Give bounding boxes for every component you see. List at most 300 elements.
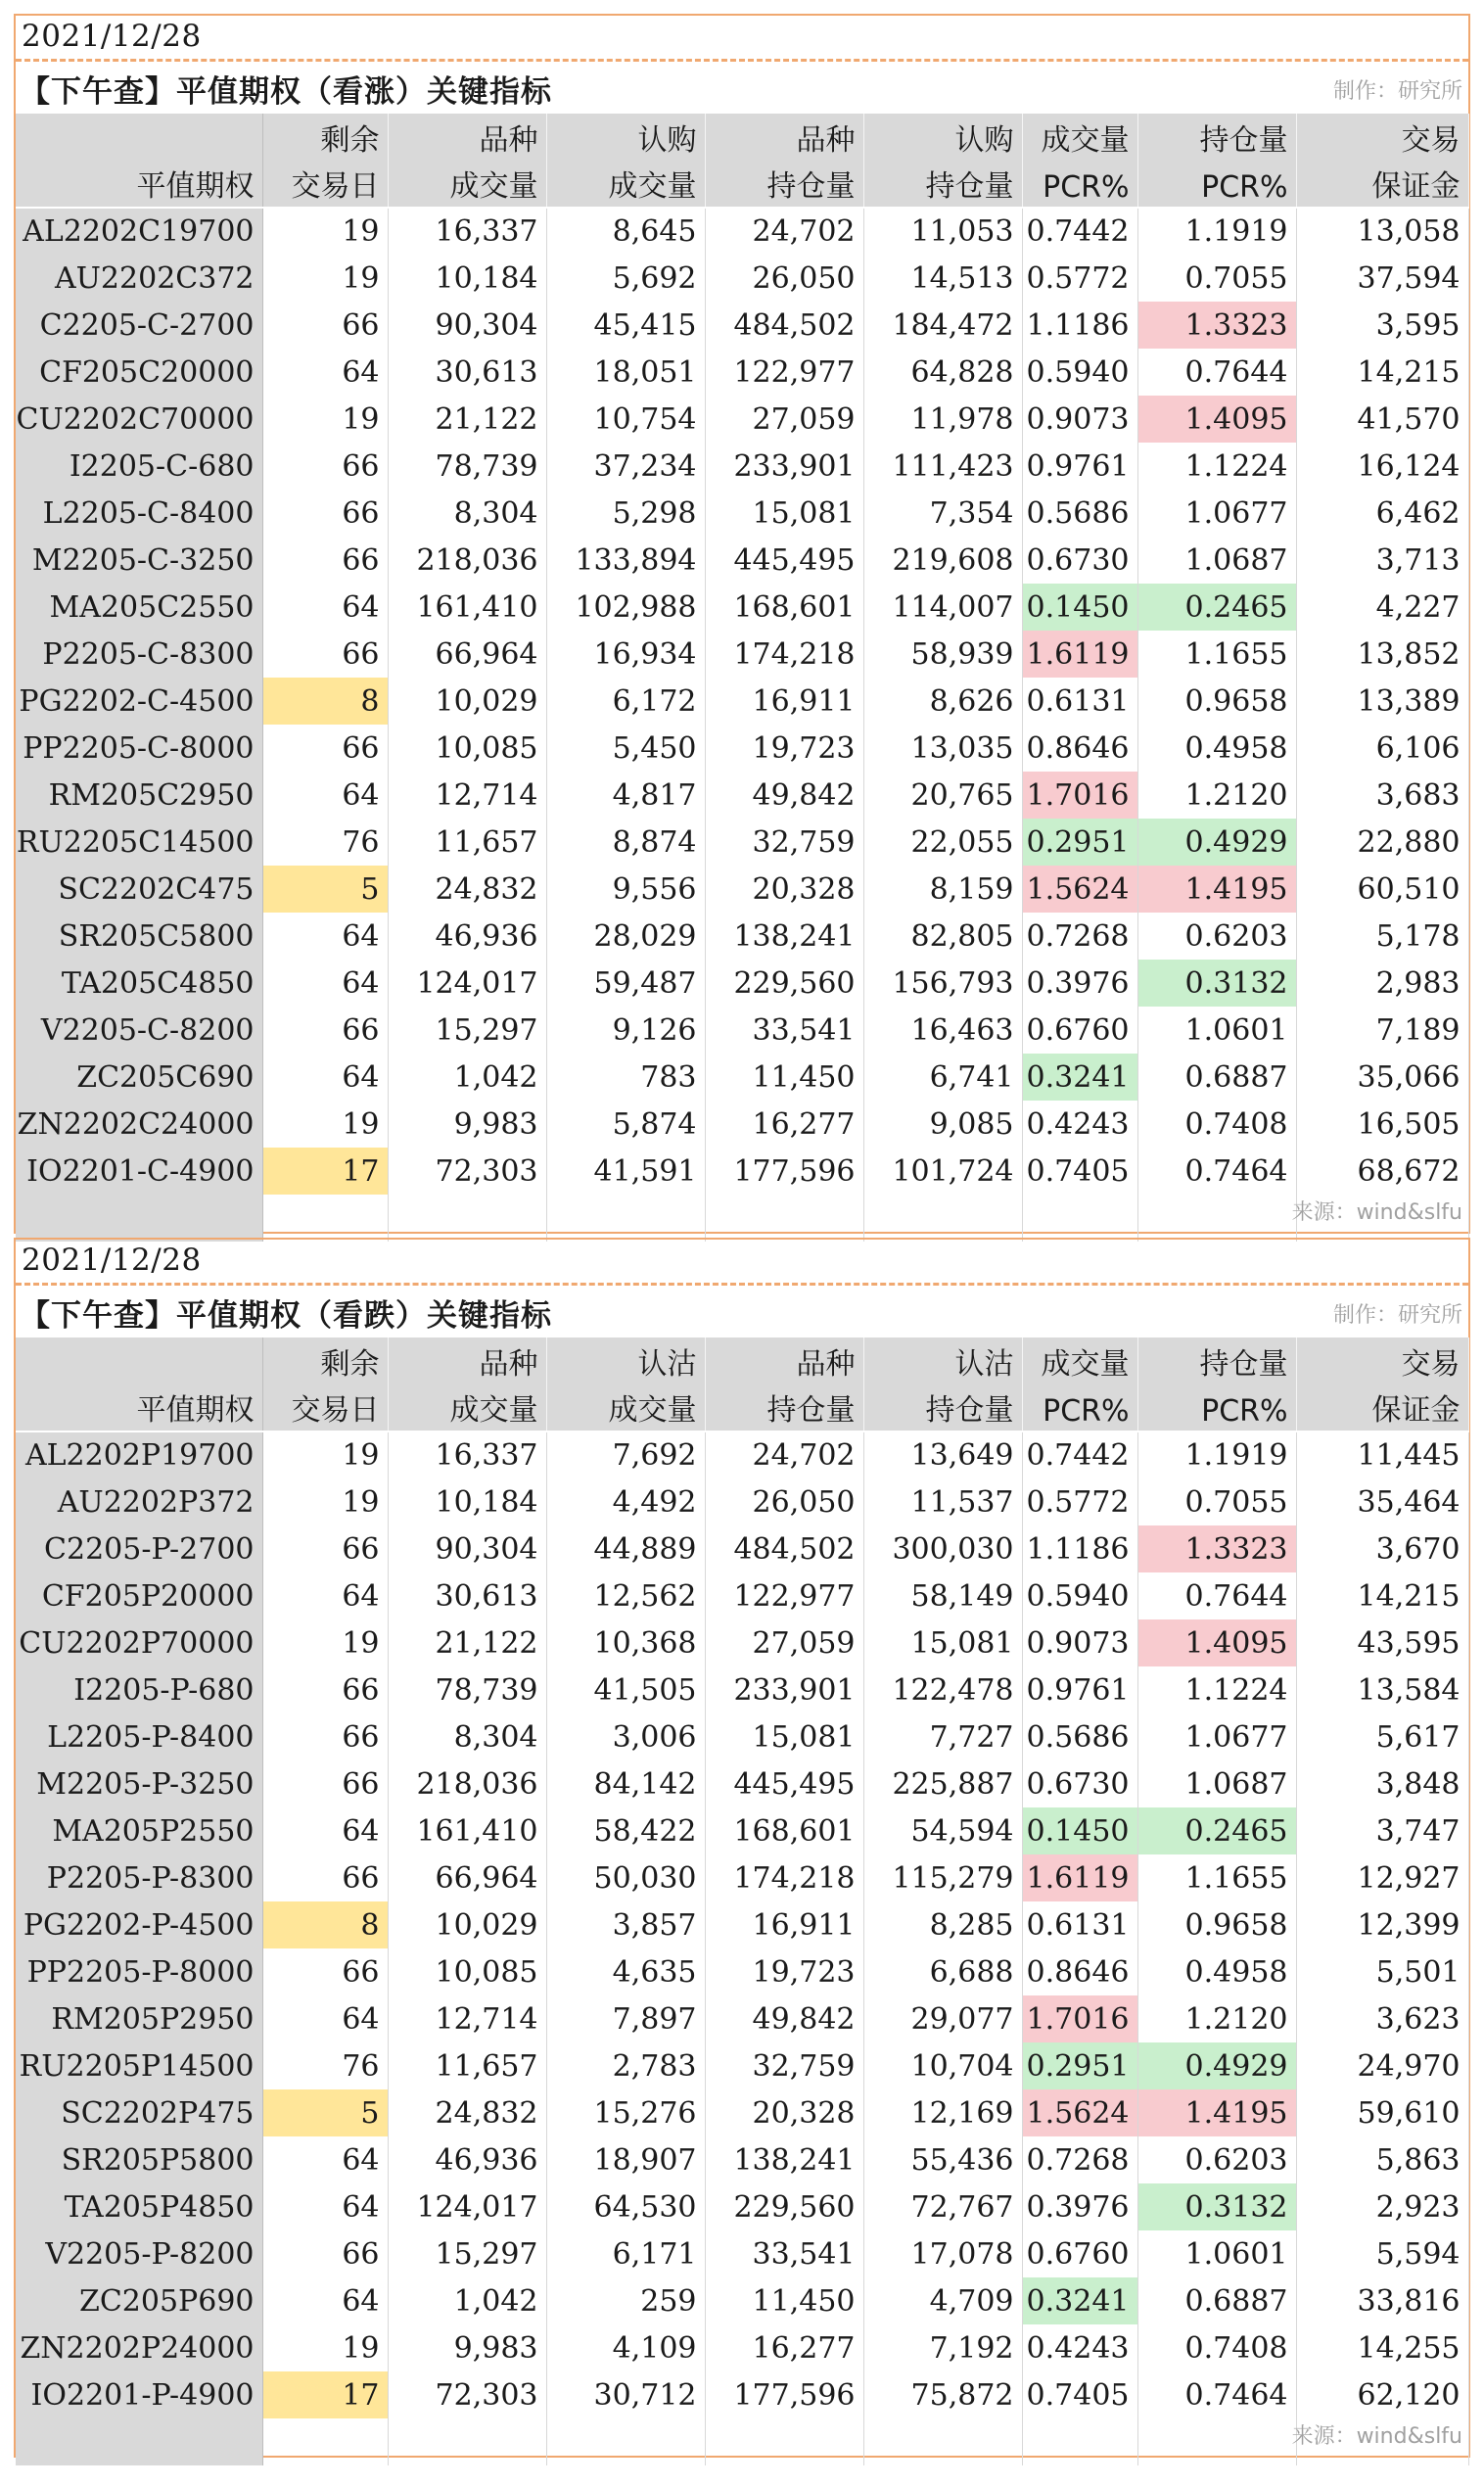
table-cell: 0.7442 <box>1022 208 1137 255</box>
table-cell: 9,983 <box>388 1101 546 1148</box>
table-cell: 19 <box>262 1478 388 1525</box>
table-cell: 78,739 <box>388 1666 546 1713</box>
table-cell: 1.4195 <box>1137 866 1296 913</box>
table-cell: 28,029 <box>546 913 705 960</box>
column-header <box>16 1337 262 1384</box>
table-cell: 2,783 <box>546 2042 705 2089</box>
option-code-cell: L2205-C-8400 <box>16 490 262 537</box>
table-cell: 64 <box>262 2136 388 2183</box>
table-cell: 21,122 <box>388 396 546 443</box>
table-cell: 9,983 <box>388 2324 546 2371</box>
table-cell: 1.1919 <box>1137 208 1296 255</box>
column-header: 交易日 <box>262 1384 388 1431</box>
indicator-table <box>16 1337 1469 2465</box>
column-header: PCR% <box>1137 1384 1296 1431</box>
column-header: 成交量 <box>546 161 705 208</box>
table-cell: 64 <box>262 2183 388 2230</box>
option-code-cell: P2205-C-8300 <box>16 631 262 678</box>
table-cell: 54,594 <box>863 1807 1022 1854</box>
table-cell: 445,495 <box>705 537 863 584</box>
table-cell: 0.4243 <box>1022 1101 1137 1148</box>
panel-title: 【下午查】平值期权（看涨）关键指标 <box>20 74 552 110</box>
table-cell: 16,505 <box>1296 1101 1468 1148</box>
table-cell: 133,894 <box>546 537 705 584</box>
table-cell: 66 <box>262 2230 388 2277</box>
table-cell: 13,584 <box>1296 1666 1468 1713</box>
table-cell: 37,594 <box>1296 255 1468 302</box>
table-cell: 0.5686 <box>1022 490 1137 537</box>
column-header: 交易日 <box>262 161 388 208</box>
table-cell: 168,601 <box>705 584 863 631</box>
table-cell: 8,304 <box>388 1713 546 1760</box>
column-header: 持仓量 <box>705 161 863 208</box>
table-cell: 14,513 <box>863 255 1022 302</box>
table-cell: 0.3241 <box>1022 2277 1137 2324</box>
table-cell: 0.6131 <box>1022 1901 1137 1948</box>
table-cell: 0.7055 <box>1137 1478 1296 1525</box>
table-cell: 12,714 <box>388 772 546 819</box>
table-row <box>16 1948 1468 1995</box>
table-row <box>16 584 1468 631</box>
table-cell: 0.3132 <box>1137 960 1296 1007</box>
table-cell: 33,541 <box>705 2230 863 2277</box>
table-cell: 1.2120 <box>1137 772 1296 819</box>
table-row <box>16 208 1468 255</box>
table-cell: 27,059 <box>705 396 863 443</box>
table-cell: 46,936 <box>388 2136 546 2183</box>
column-header: 持仓量 <box>1137 114 1296 161</box>
table-row <box>16 866 1468 913</box>
table-cell: 0.5772 <box>1022 1478 1137 1525</box>
option-code-cell: C2205-C-2700 <box>16 302 262 349</box>
option-code-cell: PG2202-C-4500 <box>16 678 262 725</box>
table-cell: 0.3976 <box>1022 960 1137 1007</box>
table-cell: 218,036 <box>388 1760 546 1807</box>
table-cell: 22,880 <box>1296 819 1468 866</box>
option-code-cell: V2205-C-8200 <box>16 1007 262 1054</box>
table-cell: 0.8646 <box>1022 1948 1137 1995</box>
table-cell: 4,817 <box>546 772 705 819</box>
table-cell: 9,085 <box>863 1101 1022 1148</box>
table-cell: 90,304 <box>388 302 546 349</box>
table-cell: 0.9073 <box>1022 396 1137 443</box>
table-cell: 1.5624 <box>1022 2089 1137 2136</box>
table-row <box>16 1054 1468 1101</box>
table-cell: 19 <box>262 1101 388 1148</box>
table-cell: 35,066 <box>1296 1054 1468 1101</box>
column-header: 持仓量 <box>863 1384 1022 1431</box>
table-cell: 122,478 <box>863 1666 1022 1713</box>
table-cell: 66 <box>262 537 388 584</box>
divider <box>16 59 1468 62</box>
table-cell: 0.6760 <box>1022 1007 1137 1054</box>
table-cell: 7,897 <box>546 1995 705 2042</box>
option-code-cell: ZC205C690 <box>16 1054 262 1101</box>
table-cell: 259 <box>546 2277 705 2324</box>
table-row <box>16 537 1468 584</box>
table-cell: 10,754 <box>546 396 705 443</box>
table-cell: 75,872 <box>863 2371 1022 2418</box>
table-cell <box>388 2418 546 2465</box>
table-cell: 43,595 <box>1296 1619 1468 1666</box>
option-code-cell: ZC205P690 <box>16 2277 262 2324</box>
table-cell: 3,670 <box>1296 1525 1468 1572</box>
table-cell: 19 <box>262 1431 388 1478</box>
table-cell <box>546 2418 705 2465</box>
table-cell: 78,739 <box>388 443 546 490</box>
table-cell: 1.1186 <box>1022 302 1137 349</box>
table-cell: 16,277 <box>705 1101 863 1148</box>
table-cell: 26,050 <box>705 1478 863 1525</box>
table-cell: 0.6887 <box>1137 2277 1296 2324</box>
table-row <box>16 302 1468 349</box>
table-cell: 229,560 <box>705 2183 863 2230</box>
table-cell: 58,939 <box>863 631 1022 678</box>
table-cell: 29,077 <box>863 1995 1022 2042</box>
table-cell: 4,492 <box>546 1478 705 1525</box>
table-cell: 5,874 <box>546 1101 705 1148</box>
table-row <box>16 2324 1468 2371</box>
table-cell: 0.7405 <box>1022 1148 1137 1195</box>
table-cell: 168,601 <box>705 1807 863 1854</box>
column-header: 剩余 <box>262 114 388 161</box>
table-cell: 13,035 <box>863 725 1022 772</box>
table-cell: 58,149 <box>863 1572 1022 1619</box>
table-cell: 16,911 <box>705 1901 863 1948</box>
table-cell: 8 <box>262 1901 388 1948</box>
table-cell: 82,805 <box>863 913 1022 960</box>
table-cell: 50,030 <box>546 1854 705 1901</box>
table-cell: 11,657 <box>388 819 546 866</box>
table-row <box>16 1995 1468 2042</box>
table-cell: 14,215 <box>1296 1572 1468 1619</box>
option-code-cell: AU2202P372 <box>16 1478 262 1525</box>
table-cell <box>388 1195 546 1242</box>
table-cell: 10,368 <box>546 1619 705 1666</box>
table-row <box>16 1007 1468 1054</box>
table-cell: 1.1224 <box>1137 443 1296 490</box>
table-cell: 72,303 <box>388 2371 546 2418</box>
table-cell: 0.4243 <box>1022 2324 1137 2371</box>
option-code-cell: SC2202C475 <box>16 866 262 913</box>
table-cell: 0.9658 <box>1137 1901 1296 1948</box>
table-cell: 0.2465 <box>1137 584 1296 631</box>
table-cell: 3,747 <box>1296 1807 1468 1854</box>
table-cell: 5,863 <box>1296 2136 1468 2183</box>
table-cell: 46,936 <box>388 913 546 960</box>
column-header: 持仓量 <box>705 1384 863 1431</box>
table-body <box>16 1431 1468 2465</box>
table-cell: 20,328 <box>705 2089 863 2136</box>
column-header: 成交量 <box>546 1384 705 1431</box>
table-cell: 84,142 <box>546 1760 705 1807</box>
column-header: 交易 <box>1296 114 1468 161</box>
table-cell: 68,672 <box>1296 1148 1468 1195</box>
table-cell: 16,337 <box>388 1431 546 1478</box>
table-cell: 19 <box>262 255 388 302</box>
table-cell: 24,970 <box>1296 2042 1468 2089</box>
option-code-cell: RU2205P14500 <box>16 2042 262 2089</box>
table-row <box>16 913 1468 960</box>
option-code-cell: V2205-P-8200 <box>16 2230 262 2277</box>
table-cell: 17 <box>262 1148 388 1195</box>
table-cell: 26,050 <box>705 255 863 302</box>
table-cell: 13,649 <box>863 1431 1022 1478</box>
table-cell <box>705 2418 863 2465</box>
table-cell: 64 <box>262 772 388 819</box>
table-cell: 33,816 <box>1296 2277 1468 2324</box>
table-row <box>16 819 1468 866</box>
table-cell: 484,502 <box>705 302 863 349</box>
table-cell: 0.7268 <box>1022 913 1137 960</box>
table-cell: 114,007 <box>863 584 1022 631</box>
option-code-cell: CF205C20000 <box>16 349 262 396</box>
table-cell: 5,178 <box>1296 913 1468 960</box>
table-cell: 15,297 <box>388 2230 546 2277</box>
table-row <box>16 1666 1468 1713</box>
table-cell: 7,189 <box>1296 1007 1468 1054</box>
column-header <box>16 114 262 161</box>
table-cell <box>1137 1195 1296 1242</box>
table-cell: 161,410 <box>388 584 546 631</box>
table-cell: 6,688 <box>863 1948 1022 1995</box>
table-cell: 37,234 <box>546 443 705 490</box>
table-cell: 1.1224 <box>1137 1666 1296 1713</box>
table-cell: 24,702 <box>705 1431 863 1478</box>
table-cell: 1.3323 <box>1137 1525 1296 1572</box>
table-cell: 15,297 <box>388 1007 546 1054</box>
table-cell: 233,901 <box>705 443 863 490</box>
table-row <box>16 1478 1468 1525</box>
table-cell: 13,058 <box>1296 208 1468 255</box>
table-row <box>16 1854 1468 1901</box>
table-cell: 4,109 <box>546 2324 705 2371</box>
table-cell: 11,450 <box>705 2277 863 2324</box>
option-code-cell: RM205C2950 <box>16 772 262 819</box>
table-cell: 0.6203 <box>1137 2136 1296 2183</box>
table-cell: 18,907 <box>546 2136 705 2183</box>
table-row <box>16 631 1468 678</box>
table-cell: 177,596 <box>705 1148 863 1195</box>
table-cell: 90,304 <box>388 1525 546 1572</box>
table-cell: 1.1186 <box>1022 1525 1137 1572</box>
table-cell: 0.7268 <box>1022 2136 1137 2183</box>
table-cell: 14,215 <box>1296 349 1468 396</box>
option-code-cell: P2205-P-8300 <box>16 1854 262 1901</box>
table-cell: 0.8646 <box>1022 725 1137 772</box>
option-code-cell: I2205-C-680 <box>16 443 262 490</box>
table-cell: 12,562 <box>546 1572 705 1619</box>
table-cell: 19,723 <box>705 1948 863 1995</box>
table-cell: 783 <box>546 1054 705 1101</box>
table-cell: 8 <box>262 678 388 725</box>
table-cell: 11,978 <box>863 396 1022 443</box>
option-code-cell: SR205C5800 <box>16 913 262 960</box>
table-cell: 0.7408 <box>1137 2324 1296 2371</box>
option-code-cell: M2205-P-3250 <box>16 1760 262 1807</box>
table-cell: 138,241 <box>705 913 863 960</box>
table-cell: 66 <box>262 1666 388 1713</box>
table-row <box>16 960 1468 1007</box>
source-note: 来源：wind&slfu <box>1291 1200 1462 1225</box>
table-cell: 0.2951 <box>1022 819 1137 866</box>
table-cell: 2,923 <box>1296 2183 1468 2230</box>
table-cell: 1.2120 <box>1137 1995 1296 2042</box>
table-cell: 0.7464 <box>1137 1148 1296 1195</box>
table-cell: 1.6119 <box>1022 1854 1137 1901</box>
table-cell: 115,279 <box>863 1854 1022 1901</box>
table-cell: 0.5940 <box>1022 1572 1137 1619</box>
option-code-cell: SC2202P475 <box>16 2089 262 2136</box>
table-cell: 12,399 <box>1296 1901 1468 1948</box>
table-cell: 1.3323 <box>1137 302 1296 349</box>
put-options-panel <box>14 1238 1470 2458</box>
table-cell: 156,793 <box>863 960 1022 1007</box>
table-cell: 4,635 <box>546 1948 705 1995</box>
table-cell: 1.4095 <box>1137 1619 1296 1666</box>
table-cell: 64,828 <box>863 349 1022 396</box>
table-row <box>16 678 1468 725</box>
table-cell: 11,450 <box>705 1054 863 1101</box>
table-cell: 0.3132 <box>1137 2183 1296 2230</box>
column-header: PCR% <box>1022 161 1137 208</box>
table-cell: 15,081 <box>705 1713 863 1760</box>
column-header: 品种 <box>388 1337 546 1384</box>
report-date: 2021/12/28 <box>22 1243 202 1278</box>
table-cell: 76 <box>262 819 388 866</box>
table-cell <box>546 1195 705 1242</box>
indicator-table <box>16 114 1469 1242</box>
column-header: 认沽 <box>546 1337 705 1384</box>
table-cell: 122,977 <box>705 349 863 396</box>
option-code-cell: I2205-P-680 <box>16 1666 262 1713</box>
table-cell: 66 <box>262 1854 388 1901</box>
table-cell <box>1022 2418 1137 2465</box>
header-row-bottom <box>16 1384 1468 1431</box>
table-cell: 16,934 <box>546 631 705 678</box>
table-cell: 229,560 <box>705 960 863 1007</box>
report-date: 2021/12/28 <box>22 19 202 54</box>
option-code-cell: ZN2202P24000 <box>16 2324 262 2371</box>
table-cell: 9,126 <box>546 1007 705 1054</box>
table-cell: 13,852 <box>1296 631 1468 678</box>
table-cell: 161,410 <box>388 1807 546 1854</box>
table-cell: 1.1655 <box>1137 631 1296 678</box>
table-cell <box>16 1195 262 1242</box>
table-cell: 33,541 <box>705 1007 863 1054</box>
maker-note: 制作：研究所 <box>1332 1303 1462 1328</box>
table-row <box>16 2042 1468 2089</box>
table-cell: 24,832 <box>388 866 546 913</box>
option-code-cell: CF205P20000 <box>16 1572 262 1619</box>
table-cell: 0.1450 <box>1022 1807 1137 1854</box>
column-header: 品种 <box>388 114 546 161</box>
table-cell: 66 <box>262 725 388 772</box>
table-cell: 66 <box>262 302 388 349</box>
table-cell: 8,304 <box>388 490 546 537</box>
column-header: 平值期权 <box>16 161 262 208</box>
option-code-cell: IO2201-C-4900 <box>16 1148 262 1195</box>
table-row <box>16 1619 1468 1666</box>
table-row <box>16 2230 1468 2277</box>
table-cell: 55,436 <box>863 2136 1022 2183</box>
table-cell: 0.7408 <box>1137 1101 1296 1148</box>
table-cell: 1.1919 <box>1137 1431 1296 1478</box>
table-cell: 3,713 <box>1296 537 1468 584</box>
table-cell <box>863 2418 1022 2465</box>
option-code-cell: CU2202C70000 <box>16 396 262 443</box>
table-body <box>16 208 1468 1242</box>
table-cell: 174,218 <box>705 1854 863 1901</box>
table-row <box>16 2089 1468 2136</box>
table-cell: 8,874 <box>546 819 705 866</box>
table-cell: 21,122 <box>388 1619 546 1666</box>
option-code-cell: PP2205-P-8000 <box>16 1948 262 1995</box>
table-cell: 66 <box>262 490 388 537</box>
table-cell: 0.2465 <box>1137 1807 1296 1854</box>
table-row <box>16 1101 1468 1148</box>
table-cell: 59,610 <box>1296 2089 1468 2136</box>
option-code-cell: TA205P4850 <box>16 2183 262 2230</box>
column-header: 品种 <box>705 1337 863 1384</box>
table-cell: 484,502 <box>705 1525 863 1572</box>
table-cell: 22,055 <box>863 819 1022 866</box>
column-header: 品种 <box>705 114 863 161</box>
table-cell: 49,842 <box>705 772 863 819</box>
table-cell: 10,184 <box>388 255 546 302</box>
table-cell: 5 <box>262 2089 388 2136</box>
table-cell: 1.0601 <box>1137 1007 1296 1054</box>
table-row <box>16 443 1468 490</box>
table-cell: 7,192 <box>863 2324 1022 2371</box>
table-row <box>16 772 1468 819</box>
table-cell: 16,277 <box>705 2324 863 2371</box>
table-cell: 5,692 <box>546 255 705 302</box>
table-cell: 49,842 <box>705 1995 863 2042</box>
table-cell <box>262 2418 388 2465</box>
table-row <box>16 1572 1468 1619</box>
table-cell: 102,988 <box>546 584 705 631</box>
table-cell: 10,029 <box>388 678 546 725</box>
table-cell: 64 <box>262 1807 388 1854</box>
table-row <box>16 1525 1468 1572</box>
table-cell: 6,171 <box>546 2230 705 2277</box>
table-cell: 8,645 <box>546 208 705 255</box>
table-cell: 0.3976 <box>1022 2183 1137 2230</box>
table-row <box>16 490 1468 537</box>
table-cell: 5,594 <box>1296 2230 1468 2277</box>
table-cell: 3,623 <box>1296 1995 1468 2042</box>
table-cell: 66,964 <box>388 631 546 678</box>
option-code-cell: PG2202-P-4500 <box>16 1901 262 1948</box>
table-cell: 66 <box>262 1948 388 1995</box>
table-row <box>16 2277 1468 2324</box>
table-cell: 14,255 <box>1296 2324 1468 2371</box>
table-cell: 0.1450 <box>1022 584 1137 631</box>
table-cell: 177,596 <box>705 2371 863 2418</box>
table-cell: 6,462 <box>1296 490 1468 537</box>
table-cell: 6,106 <box>1296 725 1468 772</box>
call-options-panel <box>14 14 1470 1234</box>
table-cell: 16,463 <box>863 1007 1022 1054</box>
option-code-cell: C2205-P-2700 <box>16 1525 262 1572</box>
table-cell: 12,169 <box>863 2089 1022 2136</box>
column-header: 持仓量 <box>863 161 1022 208</box>
table-cell: 59,487 <box>546 960 705 1007</box>
table-cell: 184,472 <box>863 302 1022 349</box>
table-cell: 66 <box>262 1007 388 1054</box>
column-header: 平值期权 <box>16 1384 262 1431</box>
